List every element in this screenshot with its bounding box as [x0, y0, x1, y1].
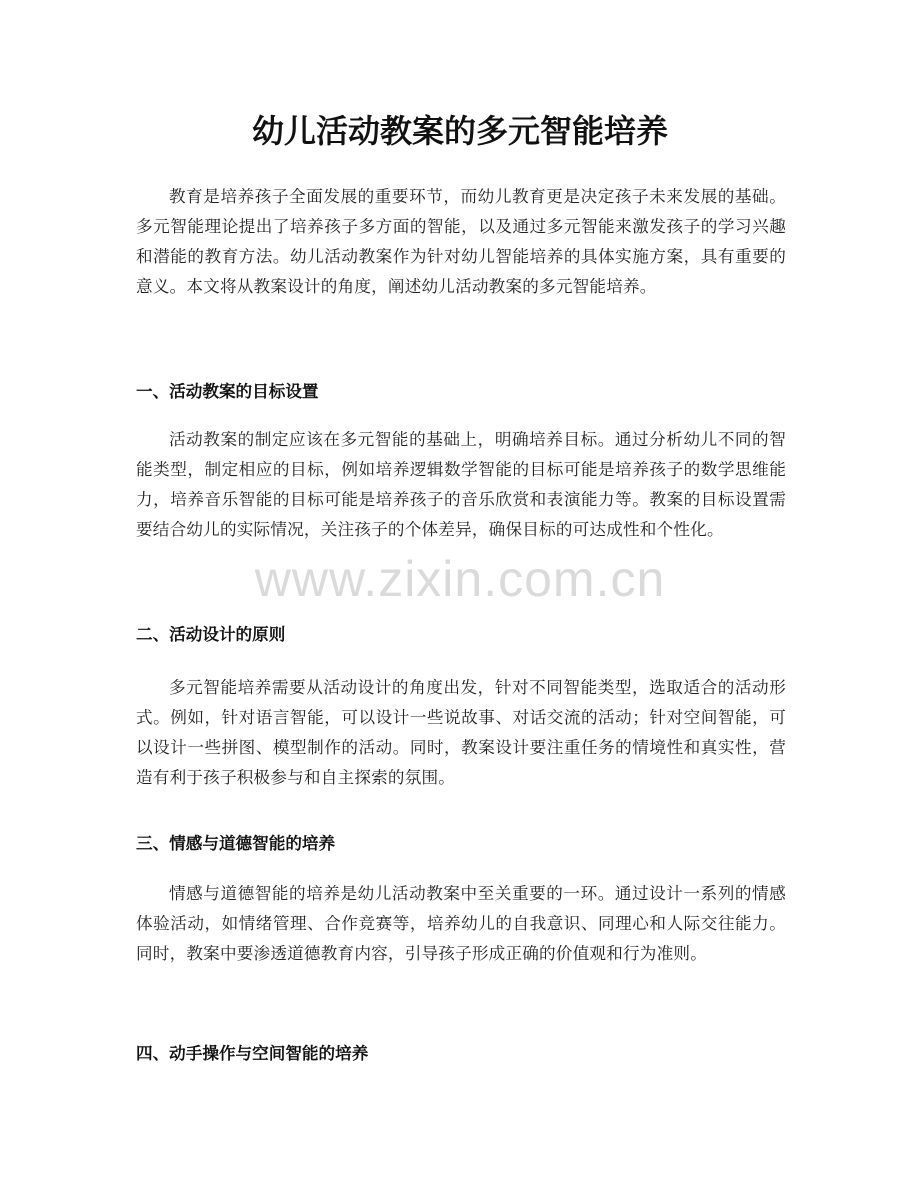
- section-heading-1: 一、活动教案的目标设置: [136, 382, 319, 401]
- section-body-1: 活动教案的制定应该在多元智能的基础上，明确培养目标。通过分析幼儿不同的智能类型，制定相应的目标，例如培养逻辑数学智能的目标可能是培养孩子的数学思维能力，培养音乐智能的目标可能是培养孩子的音乐欣赏和表演能力等。教案的目标设置需要结合幼儿的实际情况，关注孩子的个体差异，确保目标的可达成性和个性化。: [136, 430, 786, 539]
- section-body-3: 情感与道德智能的培养是幼儿活动教案中至关重要的一环。通过设计一系列的情感体验活动，如情绪管理、合作竞赛等，培养幼儿的自我意识、同理心和人际交往能力。同时，教案中要渗透道德教育内容，引导孩子形成正确的价值观和行为准则。: [136, 884, 786, 963]
- section-heading-4: 四、动手操作与空间智能的培养: [136, 1044, 369, 1063]
- section-heading-3: 三、情感与道德智能的培养: [136, 834, 336, 853]
- section-body-2: 多元智能培养需要从活动设计的角度出发，针对不同智能类型，选取适合的活动形式。例如，针对语言智能，可以设计一些说故事、对话交流的活动；针对空间智能，可以设计一些拼图、模型制作的活动。同时，教案设计要注重任务的情境性和真实性，营造有利于孩子积极参与和自主探索的氛围。: [136, 678, 786, 787]
- watermark-text: www.zixin.com.cn: [254, 551, 666, 607]
- section-heading-2: 二、活动设计的原则: [136, 625, 286, 644]
- document-title: 幼儿活动教案的多元智能培养: [251, 112, 668, 150]
- intro-paragraph: 教育是培养孩子全面发展的重要环节，而幼儿教育更是决定孩子未来发展的基础。多元智能理论提出了培养孩子多方面的智能，以及通过多元智能来激发孩子的学习兴趣和潜能的教育方法。幼儿活动教案作为针对幼儿智能培养的具体实施方案，具有重要的意义。本文将从教案设计的角度，阐述幼儿活动教案的多元智能培养。: [136, 187, 786, 296]
